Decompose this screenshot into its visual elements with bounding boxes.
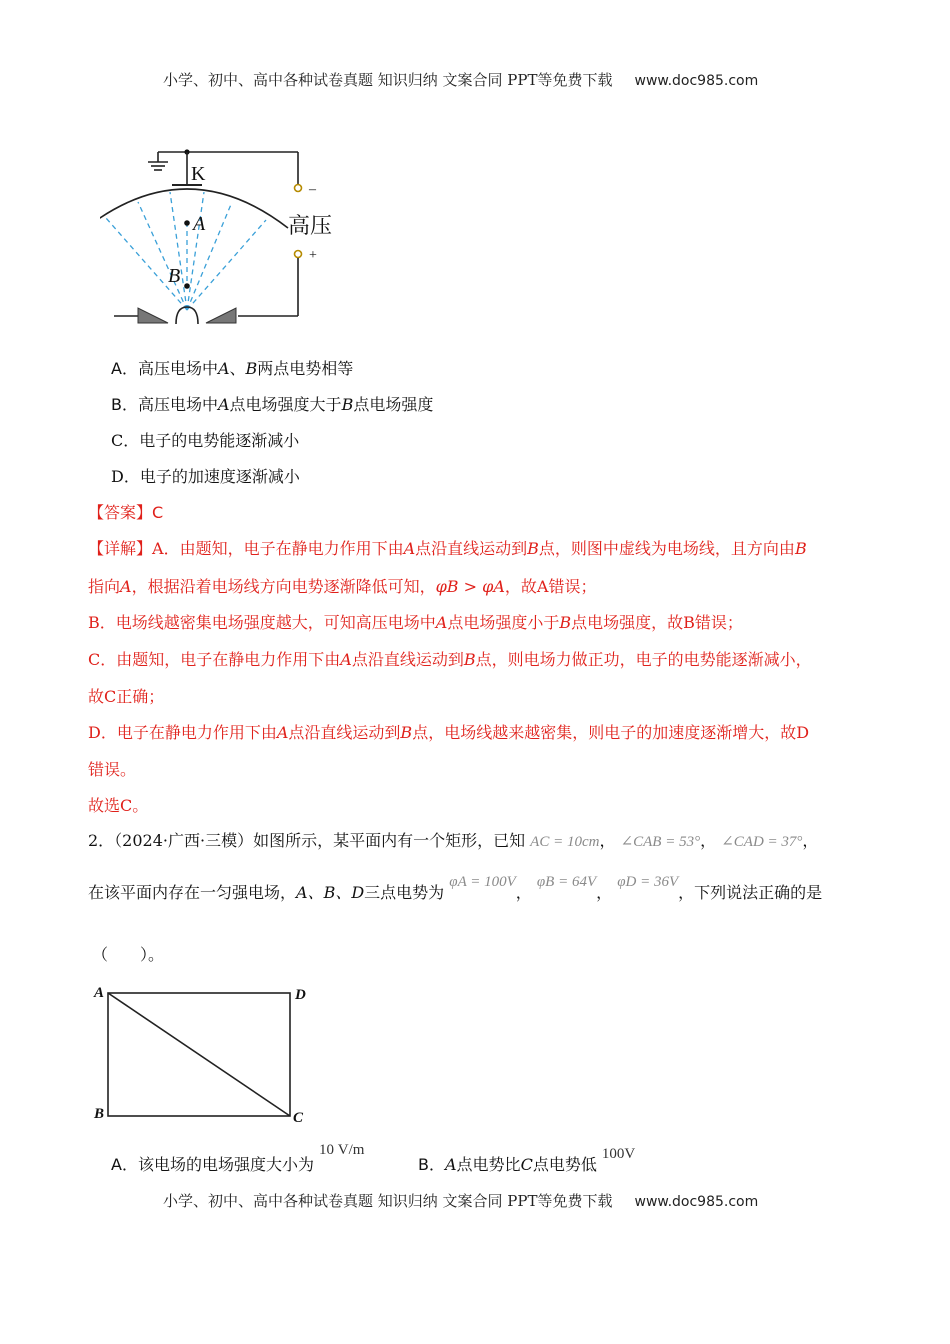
q1-option-c[interactable] (111, 430, 299, 452)
detail-text: ，故A错误； (504, 577, 597, 596)
q2-blank (92, 944, 164, 966)
detail-text: 错误。 (88, 760, 137, 779)
q2-option-b[interactable] (418, 1146, 636, 1177)
q1-option-d-text: D．电子的加速度逐渐减小 (111, 467, 300, 486)
header-text: 小学、初中、高中各种试卷真题 知识归纳 文案合同 PPT等免费下载 (163, 71, 613, 89)
answer-blank: （ ）。 (92, 945, 165, 964)
left-anode-wedge (138, 308, 168, 323)
q1-option-b-text: B．高压电场中 (111, 395, 218, 414)
q1-option-a-sep: 、 (229, 359, 246, 378)
q2-stem-text: 2．（2024·广西·三模）如图所示，某平面内有一个矩形，已知 (88, 831, 526, 850)
math-field-strength: 10 V/m (319, 1142, 365, 1158)
q1-detail-line-5 (88, 686, 164, 708)
label-b: B (94, 1106, 105, 1122)
q1-option-a-text: A．高压电场中 (111, 359, 218, 378)
detail-text: B．电场线越密集电场强度越大，可知高压电场中 (88, 613, 436, 632)
field-line-4 (187, 192, 204, 310)
var-b: B (794, 539, 807, 558)
label-a: A (193, 213, 206, 235)
var-a: A (340, 650, 352, 669)
right-anode-wedge (206, 308, 236, 323)
detail-text: 故选C。 (88, 796, 149, 815)
math-phi-a: φA = 100V (449, 874, 516, 890)
detail-text: 点，则电场力做正功，电子的电势能逐渐减小， (475, 650, 812, 669)
q1-conclusion (88, 795, 148, 817)
var-b: B (559, 613, 572, 632)
math-angle-cab: ∠CAB = 53° (620, 834, 701, 850)
q1-option-b-tail: 点电场强度 (353, 395, 434, 414)
page-header (163, 69, 758, 90)
var-a: A (217, 359, 230, 378)
detail-text: ，根据沿着电场线方向电势逐渐降低可知， (131, 577, 436, 596)
var-a: A (120, 577, 132, 596)
answer-value: C (152, 503, 164, 522)
page-footer (163, 1190, 758, 1211)
detail-text: 点沿直线运动到 (288, 723, 401, 742)
var-a: A (217, 395, 230, 414)
label-b: B (168, 265, 181, 287)
math-angle-cad: ∠CAD = 37° (721, 834, 803, 850)
label-d: D (295, 987, 306, 1003)
q1-option-b-mid: 点电场强度大于 (229, 395, 342, 414)
q1-detail-line-2 (88, 576, 596, 598)
label-k: K (191, 163, 206, 185)
q1-option-d[interactable] (111, 466, 300, 488)
q1-option-b[interactable] (111, 394, 433, 416)
terminal-negative (295, 185, 302, 192)
detail-text: 指向 (88, 577, 121, 596)
comma: ， (515, 883, 532, 902)
label-minus: – (309, 182, 316, 197)
detail-text: A．由题知，电子在静电力作用下由 (152, 539, 404, 558)
detail-text: 点电场强度小于 (447, 613, 560, 632)
label-high-voltage: 高压 (288, 213, 333, 238)
point-a (184, 220, 190, 226)
math-potential-diff: 100V (601, 1146, 636, 1162)
q1-detail-line-4 (88, 649, 812, 671)
var-a: A (403, 539, 416, 558)
var-b: B (245, 359, 258, 378)
terminal-positive (295, 251, 302, 258)
field-line-1 (106, 218, 187, 310)
math-ac-length: AC = 10cm (530, 834, 600, 850)
q2-option-b-text: 点电势比 (456, 1155, 521, 1174)
point-b (184, 283, 190, 289)
footer-site-link[interactable]: www.doc985.com (634, 1194, 759, 1210)
q1-option-c-text: C．电子的电势能逐渐减小 (111, 431, 300, 450)
q1-answer (88, 502, 163, 524)
comma: ， (802, 831, 819, 850)
detail-text: 点，则图中虚线为电场线，且方向由 (538, 539, 795, 558)
q1-option-a[interactable] (111, 358, 353, 380)
figure-rectangle (88, 978, 318, 1128)
header-site-link[interactable]: www.doc985.com (634, 73, 759, 89)
math-phi-b: φB = 64V (536, 874, 597, 890)
q2-stem-text: ，下列说法正确的是 (678, 883, 823, 902)
q1-detail-line-7 (88, 759, 136, 781)
detail-text: 点沿直线运动到 (351, 650, 464, 669)
detail-text: D．电子在静电力作用下由 (88, 723, 277, 742)
var-b: B (527, 539, 539, 558)
footer-text: 小学、初中、高中各种试卷真题 知识归纳 文案合同 PPT等免费下载 (163, 1192, 613, 1210)
var-b: B (400, 723, 413, 742)
q1-detail-line-3 (88, 612, 743, 634)
detail-text: 点，电场线越来越密集，则电子的加速度逐渐增大，故D (412, 723, 810, 742)
comma: ， (596, 883, 613, 902)
label-plus: + (309, 248, 317, 263)
var-b: B (341, 395, 354, 414)
var-points: A、B、D (296, 883, 365, 902)
var-a: A (435, 613, 448, 632)
q1-option-a-tail: 两点电势相等 (257, 359, 354, 378)
diagonal-ac (108, 993, 290, 1116)
q1-detail-line-6 (88, 722, 809, 744)
comma: ， (599, 831, 616, 850)
detail-text: C．由题知，电子在静电力作用下由 (88, 650, 341, 669)
var-a: A (276, 723, 289, 742)
answer-tag: 【答案】 (88, 503, 153, 522)
label-a: A (94, 985, 105, 1001)
q2-option-b-text: 点电势低 (532, 1155, 597, 1174)
figure-high-voltage-field (100, 140, 350, 330)
q2-stem-line-2 (88, 874, 823, 905)
label-c: C (293, 1110, 304, 1126)
field-lines (106, 192, 266, 310)
q2-option-b-text: B． (418, 1155, 445, 1174)
detail-text: 故C正确； (88, 687, 165, 706)
var-b: B (463, 650, 476, 669)
comma: ， (700, 831, 717, 850)
detail-text: 点电场强度，故B错误； (571, 613, 743, 632)
q2-option-a[interactable] (111, 1142, 365, 1177)
detail-tag: 【详解】 (88, 539, 153, 558)
math-phi-d: φD = 36V (617, 874, 679, 890)
q2-stem-text: 三点电势为 (364, 883, 445, 902)
var-a: A (444, 1155, 457, 1174)
q2-stem-line-1 (88, 830, 818, 853)
detail-text: 点沿直线运动到 (415, 539, 528, 558)
q2-option-a-text: A．该电场的电场强度大小为 (111, 1155, 314, 1174)
potential-comparison: φB > φA (435, 577, 505, 596)
q1-detail-line-1 (88, 538, 807, 560)
var-c: C (520, 1155, 533, 1174)
q2-stem-text: 在该平面内存在一匀强电场， (88, 883, 297, 902)
